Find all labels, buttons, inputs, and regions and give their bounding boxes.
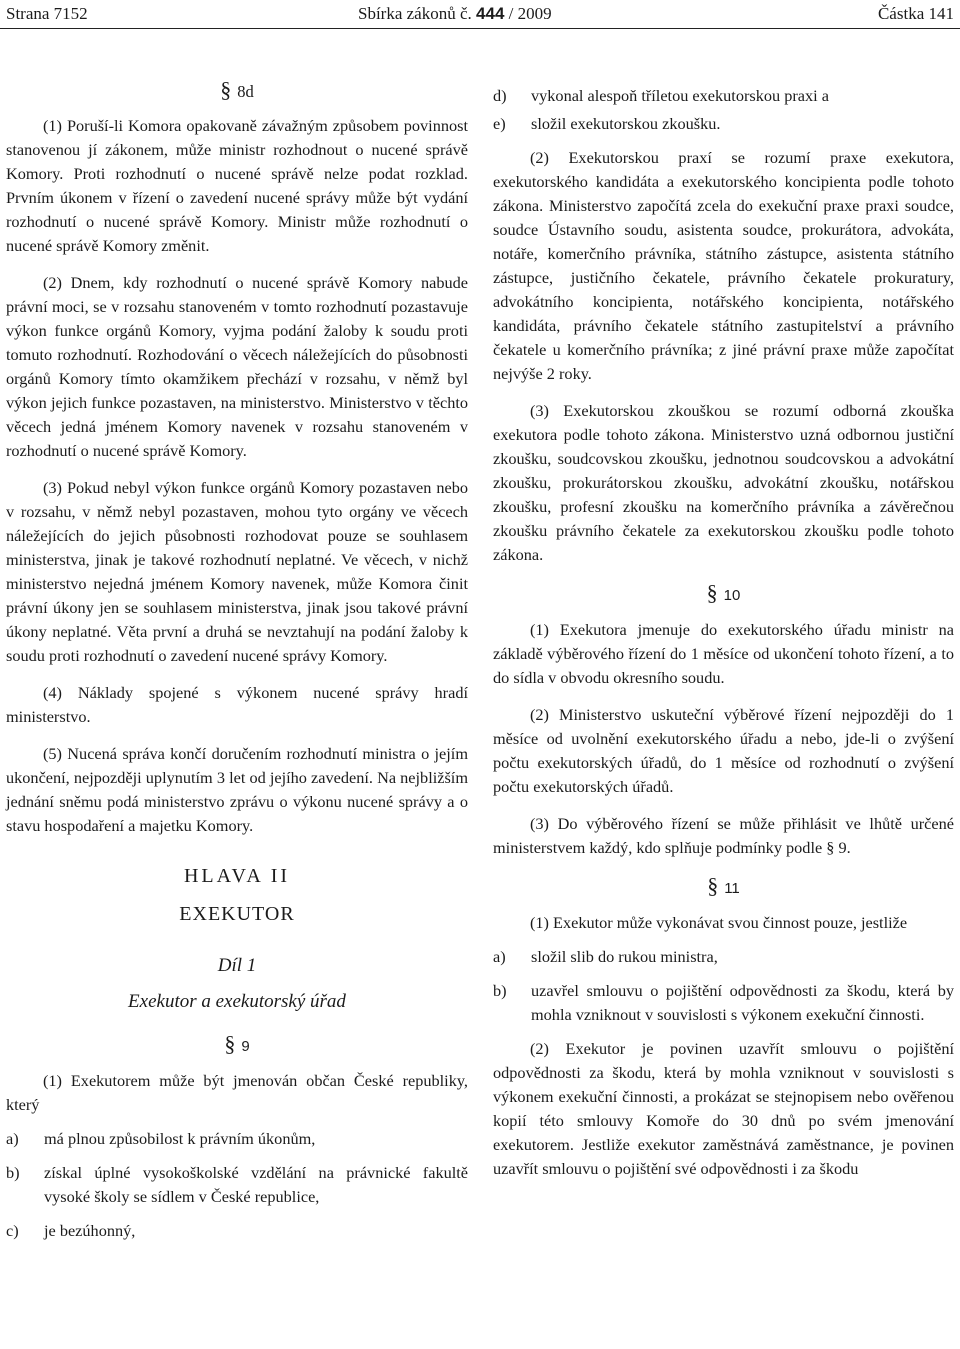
paragraph-9-1: (1) Exekutorem může být jmenován občan České republiky, který xyxy=(6,1071,468,1114)
section-number: 8d xyxy=(237,82,254,101)
section-number: 9 xyxy=(241,1038,250,1055)
page-number: Strana 7152 xyxy=(6,4,88,23)
left-column xyxy=(6,72,468,1253)
list-item xyxy=(6,1161,468,1209)
paragraph-8d-2: (2) Dnem, kdy rozhodnutí o nucené správě Komory nabude právní moci, se v rozsahu stanoveném v tomto rozhodnutí pozastavuje výkon funkce orgánů Komory, vyjma podání žaloby k soudu proti tomuto rozhodnutí. Rozhodování o věcech náležejících do působnosti orgánů Komory tímto okamžikem přechází v rozsahu, v němž byl výkon jejich funkce pozastaven, na ministerstvo. Ministerstvo v těchto věcech jedná jménem Komory navenek v rozsahu stanoveném v rozhodnutí o nucené správě Komory. xyxy=(6,273,468,460)
list-item-label: d) xyxy=(493,86,507,105)
law-number: 444 xyxy=(476,4,505,23)
paragraph-10-3: (3) Do výběrového řízení se může přihlásit ve lhůtě určené ministerstvem každý, kdo splňuje podmínky podle § 9. xyxy=(493,814,954,857)
section-sign: § xyxy=(224,1031,236,1056)
chapter-heading: HLAVA II xyxy=(183,865,291,887)
list-item-text: je bezúhonný, xyxy=(44,1221,136,1240)
collection-reference xyxy=(358,0,552,28)
paragraph-9-2: (2) Exekutorskou praxí se rozumí praxe exekutora, exekutorského kandidáta a exekutorského koncipienta podle tohoto zákona. Ministerstvo započítá zcela do exekuční praxe praxi soudce, soudce Ústavního soudu, asistenta soudce, prokurátora, advokáta, notáře, komerčního právníka, státního zástupce, asistenta státního zástupce, justičního čekatele, právního čekatele prokuratury, advokátního koncipienta, notářského koncipienta, notářského kandidáta, právního čekatele státního zastupitelství a právního čekatele u komerčního právníka; z jiné právní praxe může započítat nejvýše 2 roky. xyxy=(493,148,954,383)
list-item-label: c) xyxy=(6,1221,19,1240)
section-sign: § xyxy=(706,580,718,605)
section-heading-10 xyxy=(493,581,954,608)
law-year: / 2009 xyxy=(504,4,552,23)
list-item-label: a) xyxy=(6,1129,19,1148)
list-item-label: e) xyxy=(493,114,506,133)
paragraph-10-2: (2) Ministerstvo uskuteční výběrové řízení nejpozději do 1 měsíce od uvolnění exekutorského úřadu a nebo, jde-li o zvýšení počtu exekutorských úřadů, do 1 měsíce od rozhodnutí o zvýšení počtu exekutorských úřadů. xyxy=(493,705,954,796)
right-column xyxy=(493,84,954,1194)
section-heading-8d xyxy=(6,78,468,104)
list-item-text: vykonal alespoň tříletou exekutorskou praxi a xyxy=(531,86,829,105)
list-item-text: uzavřel smlouvu o pojištění odpovědnosti za škodu, která by mohla vzniknout v souvislosti s výkonem exekuční činnosti. xyxy=(531,981,954,1024)
list-item xyxy=(493,84,954,108)
list-item xyxy=(6,1127,468,1151)
section-sign: § xyxy=(707,873,719,898)
chapter-title: EXEKUTOR xyxy=(179,903,295,925)
page-header xyxy=(0,0,960,29)
list-item xyxy=(493,945,954,969)
paragraph-8d-5: (5) Nucená správa končí doručením rozhodnutí ministra o jejím ukončení, nejpozději uplynutím 3 let od jejího zavedení. Na nejbližším jednání sněmu podá ministerstvo zprávu o výkonu nucené správy a o stavu hospodaření a majetku Komory. xyxy=(6,744,468,835)
list-item xyxy=(493,112,954,136)
part-heading: Díl 1 xyxy=(217,955,257,976)
list-item-label: b) xyxy=(6,1163,20,1182)
section-number: 11 xyxy=(724,880,740,897)
list-item-text: složil exekutorskou zkoušku. xyxy=(531,114,721,133)
collection-label: Sbírka zákonů č. xyxy=(358,4,472,23)
paragraph-8d-3: (3) Pokud nebyl výkon funkce orgánů Komory pozastaven nebo v rozsahu, v němž nebyl pozastaven, mohou tyto orgány ve věcech náležejících do jejich působnosti rozhodovat pouze se souhlasem ministerstva, jinak je takové rozhodnutí neplatné. Ve věcech, v nichž ministerstvo nejedná jménem Komory navenek, může Komora činit právní úkony jen se souhlasem ministerstva, jinak jsou takové právní úkony neplatné. Věta první a druhá se nevztahují na podání žaloby k soudu proti rozhodnutí o zavedení nucené správy Komory. xyxy=(6,478,468,665)
list-item-text: složil slib do rukou ministra, xyxy=(531,947,718,966)
section-heading-11 xyxy=(493,874,954,901)
paragraph-8d-1: (1) Poruší-li Komora opakovaně závažným způsobem povinnost stanovenou jí zákonem, může ministr rozhodnout o nucené správě Komory. Proti rozhodnutí o nucené správě nelze podat rozklad. Prvním úkonem v řízení o zavedení nucené správy může být vydání rozhodnutí o nucené správě Komory. Ministr může rozhodnutí o nucené správě Komory změnit. xyxy=(6,116,468,255)
list-item-text: získal úplné vysokoškolské vzdělání na právnické fakultě vysoké školy se sídlem v České republice, xyxy=(44,1163,468,1206)
paragraph-11-2: (2) Exekutor je povinen uzavřít smlouvu o pojištění odpovědnosti za škodu, která by mohla vzniknout v souvislosti s výkonem exekuční činnosti, a prokázat se stejnopisem nebo ověřenou kopií této smlouvy Komoře do 30 dnů po svém jmenování exekutorem. Jestliže exekutor zaměstnává zaměstnance, je povinen uzavřít smlouvu o pojištění své odpovědnosti i za škodu xyxy=(493,1039,954,1178)
section-number: 10 xyxy=(723,587,741,604)
part-title: Exekutor a exekutorský úřad xyxy=(128,991,346,1012)
paragraph-9-3: (3) Exekutorskou zkouškou se rozumí odborná zkouška exekutora podle tohoto zákona. Ministerstvo uzná odbornou justiční zkoušku, soudcovskou zkoušku, jednotnou soudcovskou a advokátní zkoušku, prokurátorskou zkoušku, advokátní zkoušku, notářskou zkoušku, profesní zkoušku na komerčního právníka a závěrečnou zkoušku právního čekatele za exekutorskou zkoušku podle tohoto zákona. xyxy=(493,401,954,564)
list-item-text: má plnou způsobilost k právním úkonům, xyxy=(44,1129,316,1148)
section-heading-9 xyxy=(6,1032,468,1059)
list-item xyxy=(6,1219,468,1243)
list-item-label: a) xyxy=(493,947,506,966)
paragraph-11-1: (1) Exekutor může vykonávat svou činnost pouze, jestliže xyxy=(530,913,908,932)
section-sign: § xyxy=(220,77,232,102)
part-number: Částka 141 xyxy=(877,4,954,23)
paragraph-8d-4: (4) Náklady spojené s výkonem nucené správy hradí ministerstvo. xyxy=(6,683,468,726)
list-item xyxy=(493,979,954,1027)
list-item-label: b) xyxy=(493,981,507,1000)
paragraph-10-1: (1) Exekutora jmenuje do exekutorského úřadu ministr na základě výběrového řízení do 1 měsíce od ukončení tohoto řízení, a to do sídla v obvodu okresního soudu. xyxy=(493,620,954,687)
